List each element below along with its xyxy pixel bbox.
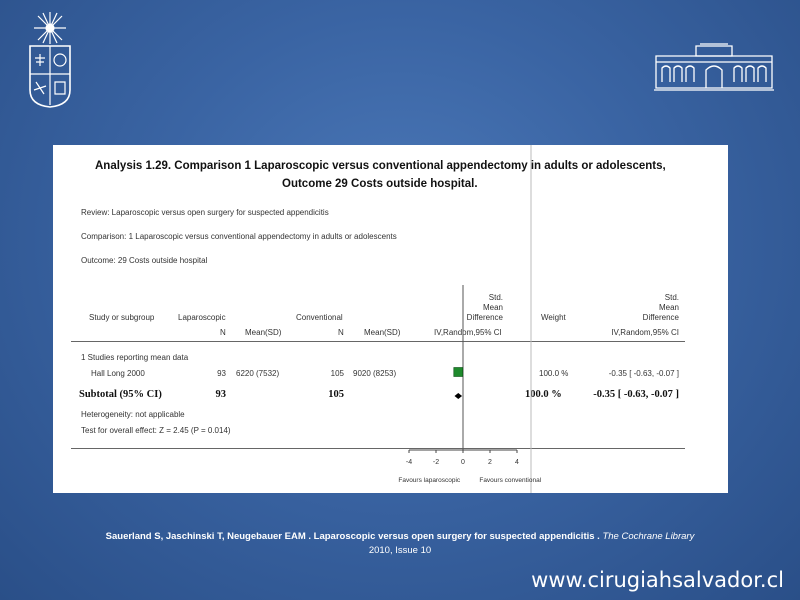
subgroup-label: 1 Studies reporting mean data bbox=[81, 353, 189, 362]
header-laparoscopic: Laparoscopic bbox=[178, 313, 226, 322]
header-smd2-line3: Difference bbox=[642, 313, 679, 322]
x-tick-label: -4 bbox=[405, 459, 413, 466]
review-line: Review: Laparoscopic versus open surgery for suspected appendicitis bbox=[81, 208, 329, 217]
subtotal-n2: 105 bbox=[328, 389, 344, 400]
overall-effect-text: Test for overall effect: Z = 2.45 (P = 0.014) bbox=[81, 426, 231, 435]
header-mean1: Mean(SD) bbox=[245, 328, 282, 337]
study-n1: 93 bbox=[217, 369, 226, 378]
website-url[interactable]: www.cirugiahsalvador.cl bbox=[531, 568, 784, 592]
subtotal-label: Subtotal (95% CI) bbox=[79, 389, 162, 400]
study-mean1: 6220 (7532) bbox=[236, 369, 280, 378]
university-crest-logo bbox=[26, 10, 74, 108]
favours-right-label: Favours conventional bbox=[479, 477, 542, 484]
header-smd-line2: Mean bbox=[482, 303, 503, 312]
figure-title-line1: Analysis 1.29. Comparison 1 Laparoscopic versus conventional appendectomy in adults or adolescents, bbox=[95, 160, 666, 172]
header-smd-line4: IV,Random,95% CI bbox=[434, 328, 502, 337]
study-ci: -0.35 [ -0.63, -0.07 ] bbox=[608, 369, 679, 378]
outcome-line: Outcome: 29 Costs outside hospital bbox=[81, 256, 208, 265]
forest-plot bbox=[53, 145, 728, 493]
subtotal-ci: -0.35 [ -0.63, -0.07 ] bbox=[593, 389, 679, 400]
header-smd-line1: Std. bbox=[488, 293, 503, 302]
header-conventional: Conventional bbox=[296, 313, 343, 322]
figure-title-line2: Outcome 29 Costs outside hospital. bbox=[282, 178, 478, 190]
header-smd2-line4: IV,Random,95% CI bbox=[611, 328, 679, 337]
study-n2: 105 bbox=[330, 369, 344, 378]
subtotal-n1: 93 bbox=[215, 389, 226, 400]
header-smd2-line2: Mean bbox=[658, 303, 679, 312]
citation-journal: The Cochrane Library bbox=[602, 531, 695, 542]
x-tick-label: 0 bbox=[461, 459, 465, 466]
header-n1: N bbox=[220, 328, 226, 337]
subtotal-diamond bbox=[454, 393, 462, 399]
heterogeneity-text: Heterogeneity: not applicable bbox=[81, 410, 185, 419]
forest-plot-figure bbox=[53, 145, 728, 493]
header-weight: Weight bbox=[541, 313, 566, 322]
study-effect-box bbox=[454, 368, 463, 377]
header-mean2: Mean(SD) bbox=[364, 328, 401, 337]
header-smd2-line1: Std. bbox=[664, 293, 679, 302]
x-tick-label: -2 bbox=[432, 459, 440, 466]
x-tick-label: 4 bbox=[515, 459, 519, 466]
citation-issue: 2010, Issue 10 bbox=[368, 545, 432, 556]
header-study: Study or subgroup bbox=[89, 313, 155, 322]
citation-authors: Sauerland S, Jaschinski T, Neugebauer EAM . Laparoscopic versus open surgery for suspected appendicitis . bbox=[105, 531, 600, 542]
citation bbox=[0, 530, 800, 558]
study-name: Hall Long 2000 bbox=[91, 369, 145, 378]
favours-left-label: Favours laparoscopic bbox=[398, 477, 461, 484]
study-mean2: 9020 (8253) bbox=[353, 369, 397, 378]
subtotal-weight: 100.0 % bbox=[525, 389, 562, 400]
study-weight: 100.0 % bbox=[539, 369, 569, 378]
header-n2: N bbox=[338, 328, 344, 337]
header-smd-line3: Difference bbox=[466, 313, 503, 322]
hospital-building-logo bbox=[652, 42, 776, 92]
comparison-line: Comparison: 1 Laparoscopic versus conventional appendectomy in adults or adolescents bbox=[81, 232, 397, 241]
x-tick-label: 2 bbox=[488, 459, 492, 466]
